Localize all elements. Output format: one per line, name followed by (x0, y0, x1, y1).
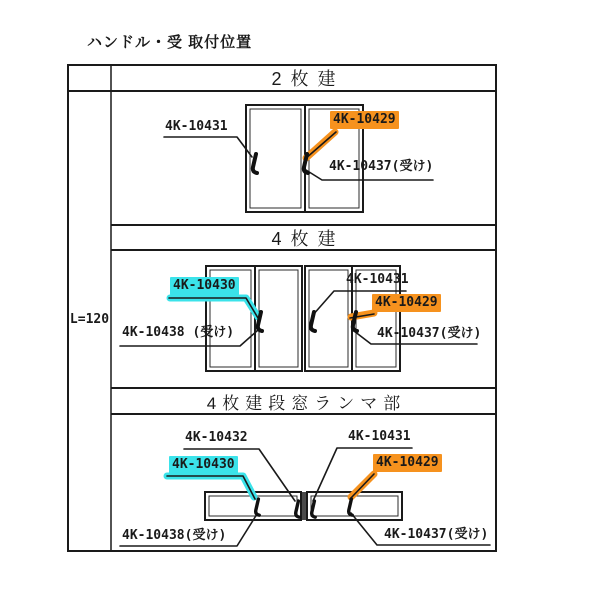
part-label-4k10430-highlighted: 4K-10430 (170, 277, 239, 295)
part-label-4k10430-highlighted: 4K-10430 (169, 456, 238, 474)
handle-icon (253, 154, 257, 173)
page-title: ハンドル・受 取付位置 (87, 34, 253, 51)
part-label-4k10431: 4K-10431 (346, 272, 409, 287)
section-header-2panel: 2枚建 (271, 69, 345, 89)
part-label-4k10438-receiver: 4K-10438 (受け) (122, 325, 235, 340)
handle-icon (311, 312, 315, 331)
window-transom (205, 492, 402, 520)
section-header-transom: 4枚建段窓ランマ部 (206, 393, 407, 413)
part-label-4k10437-receiver: 4K-10437(受け) (384, 527, 489, 542)
part-label-4k10438-receiver: 4K-10438(受け) (122, 528, 227, 543)
part-label-4k10431: 4K-10431 (348, 429, 411, 444)
length-dimension-label: L=120 (69, 312, 110, 327)
handle-icon (256, 499, 260, 515)
section-header-4panel: 4枚建 (271, 228, 345, 249)
part-label-4k10437-receiver: 4K-10437(受け) (329, 159, 434, 174)
handle-icon (258, 312, 262, 331)
part-label-4k10429-highlighted: 4K-10429 (373, 454, 442, 472)
part-label-4k10429-highlighted: 4K-10429 (330, 111, 399, 129)
part-label-4k10429-highlighted: 4K-10429 (372, 294, 441, 312)
part-label-4k10432: 4K-10432 (185, 430, 248, 445)
part-label-4k10437-receiver: 4K-10437(受け) (377, 326, 482, 341)
handle-icon (312, 501, 316, 517)
handle-icon (296, 501, 300, 517)
part-label-4k10431: 4K-10431 (165, 119, 228, 134)
